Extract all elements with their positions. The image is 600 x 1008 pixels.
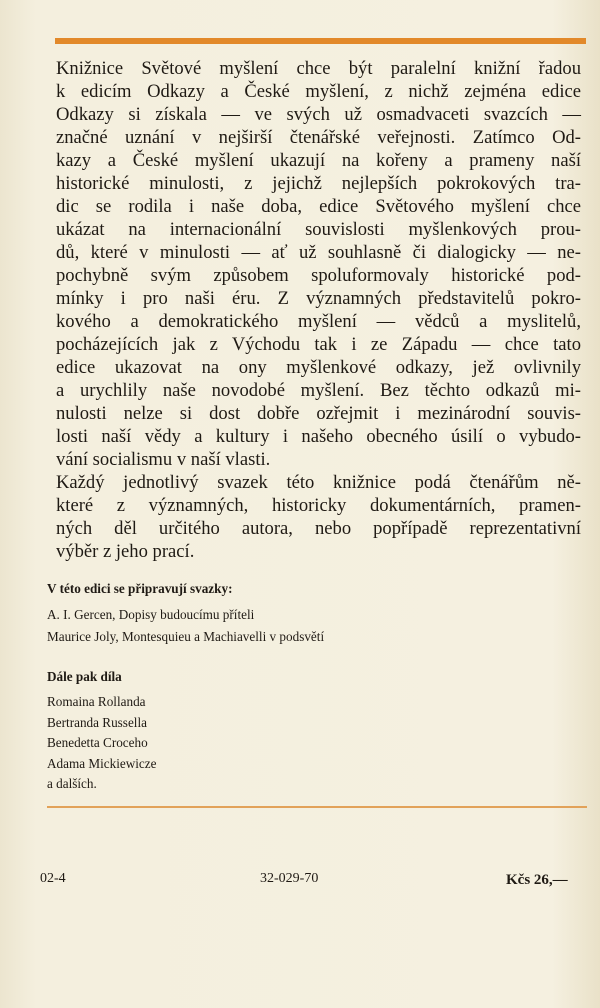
text-line: kazy a České myšlení ukazují na kořeny a prameny naší bbox=[56, 150, 581, 171]
text-line: a urychlily naše novodobé myšlení. Bez těchto odkazů mi- bbox=[56, 380, 581, 401]
text-line: kového a demokratického myšlení — vědců a myslitelů, bbox=[56, 311, 581, 332]
text-line: Knižnice Světové myšlení chce být paralelní knižní řadou bbox=[56, 58, 581, 79]
text-line: k edicím Odkazy a České myšlení, z nichž zejména edice bbox=[56, 81, 581, 102]
text-line: ných děl určitého autora, nebo popřípadě reprezentativní bbox=[56, 518, 581, 539]
further-works-section bbox=[47, 666, 447, 795]
text-line: Každý jednotlivý svazek této knižnice podá čtenářům ně- bbox=[56, 472, 581, 493]
series-description bbox=[56, 57, 581, 563]
catalog-code: 02-4 bbox=[40, 871, 66, 886]
list-item: Romaina Rollanda bbox=[47, 694, 146, 709]
list-item: a dalších. bbox=[47, 776, 97, 791]
text-line: výběr z jeho prací. bbox=[56, 541, 195, 562]
text-line: edice ukazovat na ony myšlenkové odkazy, jež ovlivnily bbox=[56, 357, 581, 378]
price-label: Kčs 26,— bbox=[506, 872, 568, 888]
list-item: Benedetta Croceho bbox=[47, 735, 148, 750]
list-item: Adama Mickiewicze bbox=[47, 755, 157, 771]
text-line: vání socialismu v naší vlasti. bbox=[56, 449, 271, 470]
text-line: historické minulosti, z jejichž nejlepších pokrokových tra- bbox=[56, 173, 581, 194]
bottom-orange-rule bbox=[47, 806, 587, 808]
text-line: které z významných, historicky dokumentárních, pramen- bbox=[56, 495, 581, 516]
text-line: ukázat na internacionální souvislosti myšlenkových prou- bbox=[56, 219, 581, 240]
list-item: Bertranda Russella bbox=[47, 714, 147, 730]
text-line: losti naší vědy a kultury i našeho obecného úsilí o vybudo- bbox=[56, 426, 581, 447]
prepared-volumes-heading: V této edici se připravují svazky: bbox=[47, 581, 233, 596]
text-line: pocházejících jak z Východu tak i ze Západu — chce tato bbox=[56, 334, 581, 355]
text-line: dic se rodila i naše doba, edice Světového myšlení chce bbox=[56, 196, 581, 217]
text-line: nulosti nelze si dost dobře ozřejmit i mezinárodní souvis- bbox=[56, 403, 581, 424]
further-works-heading: Dále pak díla bbox=[47, 669, 122, 684]
list-item: A. I. Gercen, Dopisy budoucímu příteli bbox=[47, 607, 255, 622]
prepared-volumes-list bbox=[47, 604, 447, 648]
text-line: mínky i pro naši éru. Z významných představitelů pokro- bbox=[56, 288, 581, 309]
text-line: pochybně svým způsobem spoluformovaly historické pod- bbox=[56, 265, 581, 286]
further-works-list bbox=[47, 692, 447, 795]
text-line: značné uznání v nejširší čtenářské veřejnosti. Zatímco Od- bbox=[56, 127, 581, 148]
publication-number: 32-029-70 bbox=[260, 871, 319, 886]
text-line: Odkazy si získala — ve svých už osmadvaceti svazcích — bbox=[56, 104, 581, 125]
list-item: Maurice Joly, Montesquieu a Machiavelli v podsvětí bbox=[47, 629, 325, 644]
text-line: dů, které v minulosti — ať už souhlasně či dialogicky — ne- bbox=[56, 242, 581, 263]
prepared-volumes-section bbox=[47, 578, 447, 648]
top-orange-rule bbox=[55, 38, 586, 44]
